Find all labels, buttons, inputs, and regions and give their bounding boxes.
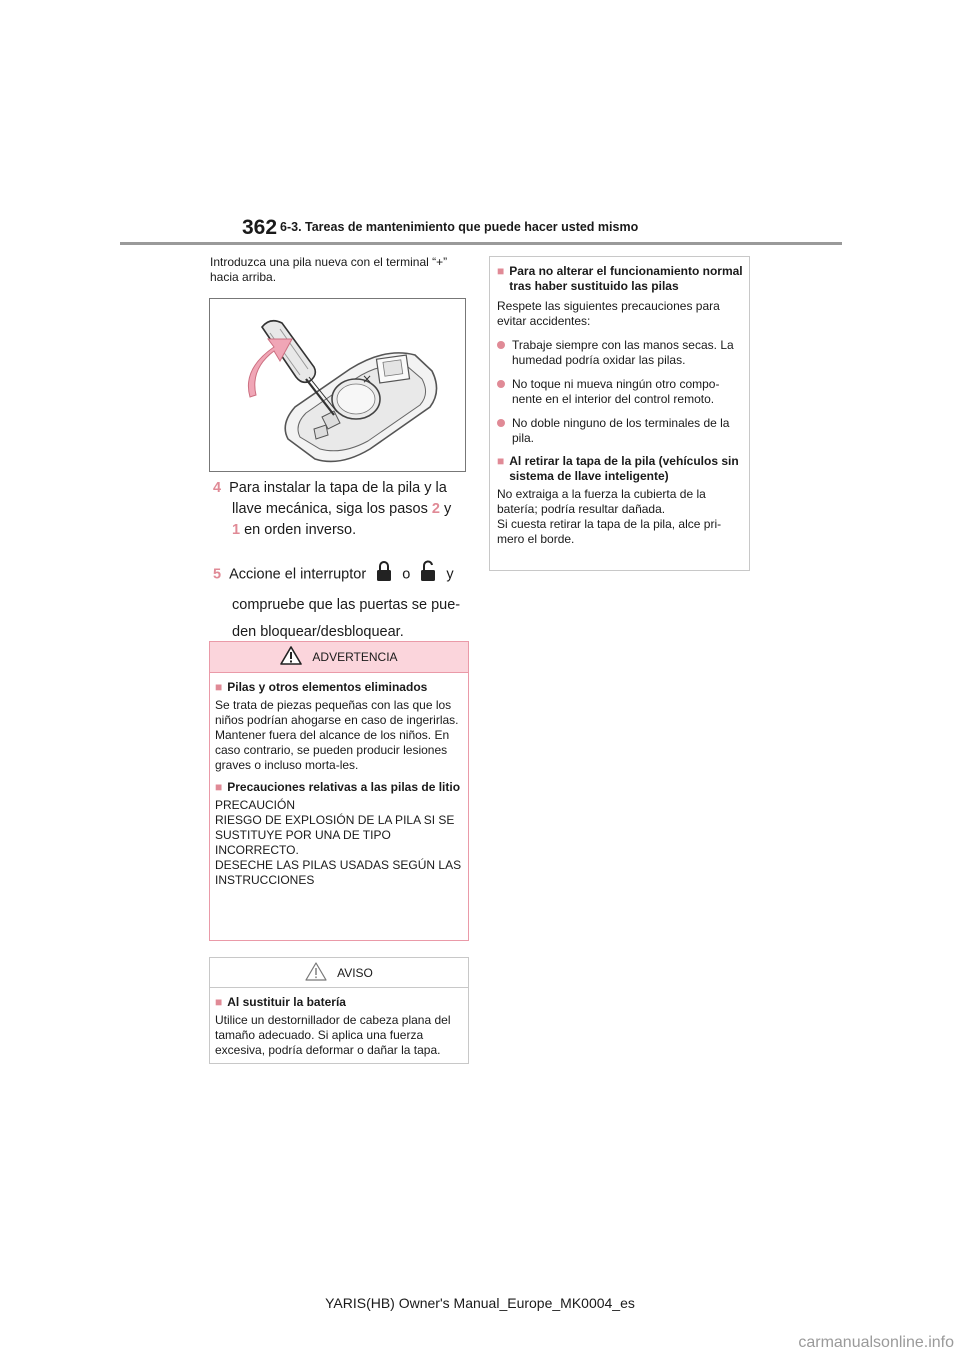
svg-text:×: × (362, 372, 373, 386)
step-5-or: o (402, 566, 411, 583)
notice-header (210, 958, 468, 988)
warning-paragraph-1: Se trata de piezas pequeñas con las que los niños podrían ahogarse en caso de ingerirlas. Mantener fuera del alcance de los niños. En caso contrario, se pueden producir lesiones graves o incluso morta-les. (215, 698, 459, 772)
notice-title: AVISO (337, 965, 373, 980)
warning-title: ADVERTENCIA (312, 650, 398, 664)
warning-paragraph-2: PRECAUCIÓN RIESGO DE EXPLOSIÓN DE LA PILA SI SE SUSTITUYE POR UNA DE TIPO INCORRECTO. DESECHE LAS PILAS USADAS SEGÚN LAS INSTRUCCIONES (215, 798, 462, 887)
step-ref-2: 2 (431, 501, 440, 517)
battery-replacement-figure (209, 298, 466, 472)
notice-paragraph: Utilice un destornillador de cabeza plana del tamaño adecuado. Si aplica una fuerza excesiva, podría deformar o dañar la tapa. (215, 1013, 451, 1057)
info-paragraph-2: No extraiga a la fuerza la cubierta de la batería; podría resultar dañada. Si cuesta retirar la tapa de la pila, alce pri-mero el borde. (497, 487, 722, 546)
step-5-line-2: compruebe que las puertas se pue- (232, 597, 461, 613)
info-box (489, 256, 750, 571)
step-4 (213, 478, 471, 541)
info-heading-1: Para no alterar el funcionamiento normal tras haber sustituido las pilas (509, 264, 743, 293)
warning-box (209, 641, 469, 941)
warning-heading-1: Pilas y otros elementos eliminados (227, 680, 428, 694)
step-ref-1: 1 (232, 522, 241, 538)
step-5-text: Accione el interruptor (229, 566, 367, 583)
warning-triangle-icon (280, 646, 302, 668)
section-title: 6-3. Tareas de mantenimiento que puede hacer usted mismo (280, 220, 639, 234)
bullet-dot-icon (497, 380, 505, 388)
step-5-and: y (446, 566, 454, 583)
bullet-dot-icon (497, 341, 505, 349)
step-5 (213, 560, 471, 643)
intro-text: Introduzca una pila nueva con el terminal “+” hacia arriba. (210, 255, 448, 284)
page-number: 362 (242, 216, 278, 239)
warning-heading-2: Precauciones relativas a las pilas de litio (227, 780, 461, 794)
info-heading-2: Al retirar la tapa de la pila (vehículos sin sistema de llave inteligente) (509, 454, 739, 483)
list-item: No toque ni mueva ningún otro compo-nente en el interior del control remoto. (497, 377, 743, 407)
notice-box (209, 957, 469, 1064)
warning-header (210, 642, 468, 673)
watermark: carmanualsonline.info (798, 1334, 954, 1351)
lock-icon (376, 560, 392, 589)
footer-manual-name: YARIS(HB) Owner's Manual_Europe_MK0004_es (325, 1295, 635, 1311)
header-rule (120, 242, 842, 245)
square-bullet-icon: ■ (215, 680, 223, 694)
unlock-icon (420, 560, 436, 589)
list-item: Trabaje siempre con las manos secas. La humedad podría oxidar las pilas. (497, 338, 743, 368)
step-5-number: 5 (213, 566, 222, 583)
step-4-line-1: Para instalar la tapa de la pila y la (229, 480, 447, 496)
step-5-line-3: den bloquear/desbloquear. (232, 624, 404, 640)
square-bullet-icon: ■ (215, 780, 223, 794)
step-4-line-2: llave mecánica, siga los pasos (232, 501, 428, 517)
bullet-dot-icon (497, 419, 505, 427)
notice-heading: Al sustituir la batería (227, 995, 346, 1009)
step-4-line-3: en orden inverso. (244, 522, 357, 538)
square-bullet-icon: ■ (497, 264, 505, 278)
step-4-number: 4 (213, 480, 222, 496)
info-paragraph-1: Respete las siguientes precauciones para evitar accidentes: (497, 299, 720, 328)
step-4-and: y (444, 501, 452, 517)
square-bullet-icon: ■ (497, 454, 505, 468)
caution-triangle-icon (305, 962, 327, 984)
list-item: No doble ninguno de los terminales de la pila. (497, 416, 743, 446)
screwdriver-illustration (210, 299, 466, 472)
square-bullet-icon: ■ (215, 995, 223, 1009)
